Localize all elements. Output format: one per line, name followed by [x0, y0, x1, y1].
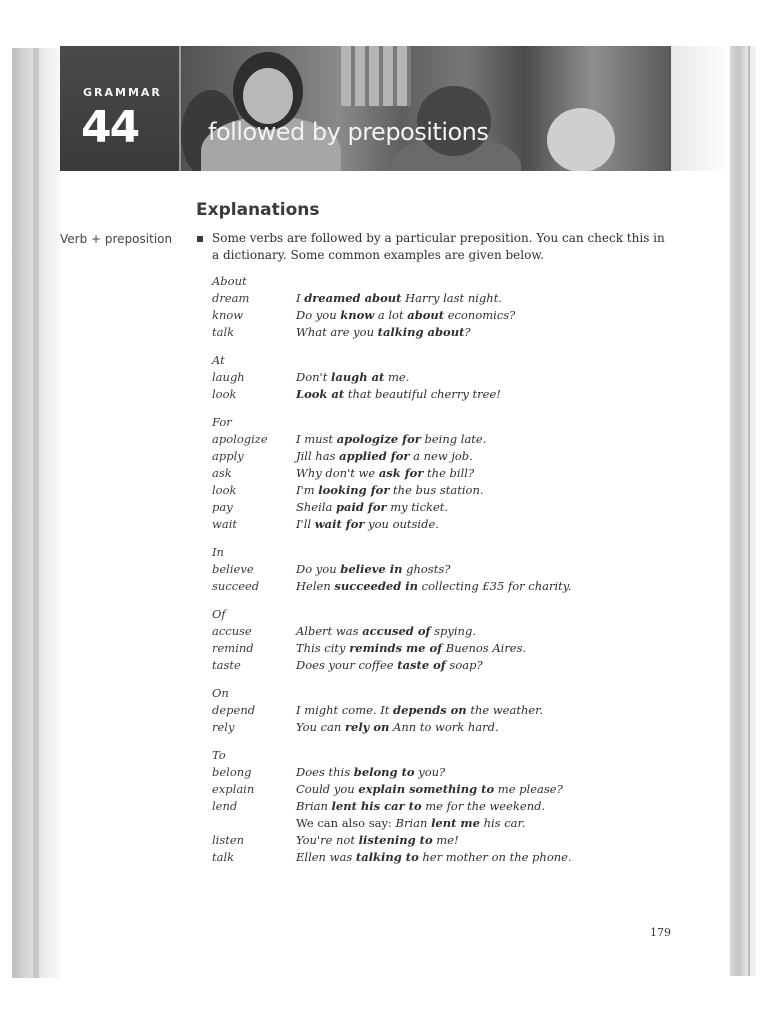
example-row [212, 386, 672, 403]
example-sentence [296, 764, 445, 781]
verb: look [212, 387, 237, 401]
example-row [212, 832, 672, 849]
highlighted-phrase: depends on [393, 703, 467, 717]
highlighted-phrase: lent me [431, 816, 480, 830]
sentence-segment: the bill? [423, 466, 475, 480]
highlighted-phrase: apologize for [336, 432, 421, 446]
verb: succeed [212, 579, 260, 593]
unit-label-box [60, 46, 181, 171]
sentence-segment: me! [432, 833, 459, 847]
highlighted-phrase: believe in [340, 562, 403, 576]
sentence-segment: being late. [420, 432, 487, 446]
example-row [212, 640, 672, 657]
highlighted-phrase: belong to [353, 765, 415, 779]
highlighted-phrase: talking about [377, 325, 465, 339]
preposition-group [212, 273, 672, 341]
verb: ask [212, 466, 232, 480]
example-row [212, 719, 672, 736]
sentence-segment: Why don't we [296, 466, 379, 480]
highlighted-phrase: looking for [318, 483, 390, 497]
side-label: Verb + preposition [60, 232, 173, 246]
example-row [212, 849, 672, 866]
example-row [212, 324, 672, 341]
sentence-segment: Don't [296, 370, 331, 384]
example-sentence [296, 719, 499, 736]
verb: talk [212, 850, 235, 864]
verb: explain [212, 782, 255, 796]
window-in-photo [341, 46, 411, 106]
page-edge-right [730, 46, 756, 976]
sentence-segment: Harry last night. [401, 291, 502, 305]
verb: taste [212, 658, 241, 672]
sentence-segment: ghosts? [402, 562, 451, 576]
highlighted-phrase: wait for [314, 517, 365, 531]
sentence-segment: Brian [395, 816, 432, 830]
example-row [212, 307, 672, 324]
sentence-segment: I'm [296, 483, 319, 497]
example-row [212, 781, 672, 798]
sentence-segment: I might come. It [296, 703, 394, 717]
sentence-segment: spying. [430, 624, 476, 638]
sentence-segment: his car. [479, 816, 526, 830]
example-sentence [296, 369, 409, 386]
verb: rely [212, 720, 235, 734]
highlighted-phrase: ask for [378, 466, 424, 480]
example-row [212, 578, 672, 595]
preposition-heading: Of [212, 607, 226, 621]
example-sentence [296, 815, 525, 832]
example-sentence [296, 702, 543, 719]
highlighted-phrase: laugh at [331, 370, 385, 384]
verb: wait [212, 517, 237, 531]
example-sentence [296, 798, 545, 815]
sentence-segment: you outside. [364, 517, 439, 531]
sentence-segment: her mother on the phone. [418, 850, 572, 864]
highlighted-phrase: paid for [335, 500, 387, 514]
example-sentence [296, 482, 484, 499]
highlighted-phrase: talking to [355, 850, 419, 864]
example-sentence [296, 640, 526, 657]
sentence-segment: you? [414, 765, 446, 779]
verb: apply [212, 449, 244, 463]
sentence-segment: that beautiful cherry tree! [344, 387, 501, 401]
intro-text: Some verbs are followed by a particular preposition. You can check this in a dictionary. Some common examples are given below. [212, 231, 665, 262]
sentence-segment: ? [464, 325, 471, 339]
sentence-segment: me. [384, 370, 410, 384]
book-page [60, 46, 730, 978]
verb: lend [212, 799, 238, 813]
example-sentence [296, 561, 450, 578]
example-sentence [296, 623, 476, 640]
sentence-segment: Albert was [296, 624, 363, 638]
verb: believe [212, 562, 254, 576]
example-sentence [296, 465, 474, 482]
verb: listen [212, 833, 245, 847]
page-edge-line [748, 46, 750, 976]
example-sentence [296, 499, 448, 516]
sentence-segment: You're not [296, 833, 359, 847]
example-sentence [296, 832, 459, 849]
highlighted-phrase: accused of [362, 624, 431, 638]
preposition-heading: To [212, 748, 226, 762]
sentence-segment: Could you [296, 782, 359, 796]
preposition-heading: In [212, 545, 224, 559]
sentence-segment: What are you [296, 325, 378, 339]
example-sentence [296, 324, 471, 341]
example-row [212, 482, 672, 499]
highlighted-phrase: Look at [296, 387, 345, 401]
sentence-segment: I must [296, 432, 337, 446]
example-row [212, 798, 672, 815]
example-row [212, 431, 672, 448]
example-row [212, 290, 672, 307]
highlighted-phrase: explain something to [358, 782, 495, 796]
sentence-segment: a new job. [409, 449, 473, 463]
sentence-segment: I'll [296, 517, 315, 531]
highlighted-phrase: lent his car to [331, 799, 422, 813]
verb: dream [212, 291, 250, 305]
sentence-segment: a lot [374, 308, 408, 322]
sentence-segment: Ellen was [296, 850, 356, 864]
preposition-heading: On [212, 686, 229, 700]
verb: pay [212, 500, 233, 514]
sentence-segment: Sheila [296, 500, 336, 514]
example-row [212, 499, 672, 516]
sentence-segment: Does this [296, 765, 354, 779]
verb: depend [212, 703, 256, 717]
unit-banner [60, 46, 671, 171]
highlighted-phrase: applied for [339, 449, 410, 463]
sentence-segment: Brian [296, 799, 332, 813]
highlighted-phrase: about [407, 308, 445, 322]
verb: look [212, 483, 237, 497]
highlighted-phrase: know [340, 308, 375, 322]
highlighted-phrase: taste of [397, 658, 446, 672]
preposition-group [212, 747, 672, 866]
sentence-segment: the bus station. [389, 483, 484, 497]
verb: apologize [212, 432, 268, 446]
highlighted-phrase: reminds me of [349, 641, 443, 655]
unit-number: 44 [81, 102, 139, 153]
example-sentence [296, 431, 486, 448]
sentence-segment: economics? [444, 308, 516, 322]
example-row [212, 764, 672, 781]
verb-preposition-list [212, 273, 672, 877]
preposition-heading: For [212, 415, 232, 429]
example-row [212, 623, 672, 640]
verb: belong [212, 765, 252, 779]
highlighted-phrase: listening to [358, 833, 433, 847]
sentence-segment: me for the weekend. [421, 799, 546, 813]
verb: know [212, 308, 244, 322]
example-sentence [296, 781, 563, 798]
preposition-group [212, 414, 672, 533]
example-sentence [296, 657, 483, 674]
bullet-icon [197, 236, 203, 242]
series-label: GRAMMAR [83, 86, 162, 99]
sentence-segment: Ann to work hard. [389, 720, 499, 734]
example-row [212, 561, 672, 578]
sentence-segment: We can also say: [296, 816, 396, 830]
example-row [212, 516, 672, 533]
verb: accuse [212, 624, 252, 638]
sentence-segment: Helen [296, 579, 335, 593]
sentence-segment: Do you [296, 562, 341, 576]
sentence-segment: This city [296, 641, 350, 655]
sentence-segment: Do you [296, 308, 341, 322]
sentence-segment: I [296, 291, 305, 305]
preposition-heading: About [212, 274, 247, 288]
verb: talk [212, 325, 235, 339]
highlighted-phrase: dreamed about [304, 291, 402, 305]
sentence-segment: the weather. [466, 703, 544, 717]
example-sentence [296, 290, 502, 307]
example-row [212, 448, 672, 465]
sentence-segment: me please? [494, 782, 563, 796]
preposition-group [212, 544, 672, 595]
sentence-segment: my ticket. [386, 500, 449, 514]
preposition-group [212, 606, 672, 674]
highlighted-phrase: succeeded in [334, 579, 418, 593]
example-sentence [296, 849, 572, 866]
example-sentence [296, 307, 515, 324]
example-row [212, 369, 672, 386]
unit-title: followed by prepositions [208, 118, 489, 146]
verb: remind [212, 641, 254, 655]
sentence-segment: Jill has [296, 449, 340, 463]
sentence-segment: Buenos Aires. [442, 641, 527, 655]
preposition-group [212, 685, 672, 736]
highlighted-phrase: rely on [344, 720, 390, 734]
example-row [212, 657, 672, 674]
example-sentence [296, 516, 439, 533]
page-number: 179 [650, 926, 671, 939]
sentence-segment: soap? [445, 658, 483, 672]
sentence-segment: Does your coffee [296, 658, 398, 672]
page-gutter-shadow [33, 48, 39, 978]
preposition-heading: At [212, 353, 225, 367]
preposition-group [212, 352, 672, 403]
example-row [212, 702, 672, 719]
verb: laugh [212, 370, 245, 384]
example-sentence [296, 448, 473, 465]
banner-photo [181, 46, 671, 171]
example-sentence [296, 578, 571, 595]
sentence-segment: collecting £35 for charity. [418, 579, 572, 593]
sentence-segment: You can [296, 720, 345, 734]
example-sentence [296, 386, 501, 403]
example-row [212, 465, 672, 482]
example-row [212, 815, 672, 832]
section-title: Explanations [196, 200, 320, 220]
